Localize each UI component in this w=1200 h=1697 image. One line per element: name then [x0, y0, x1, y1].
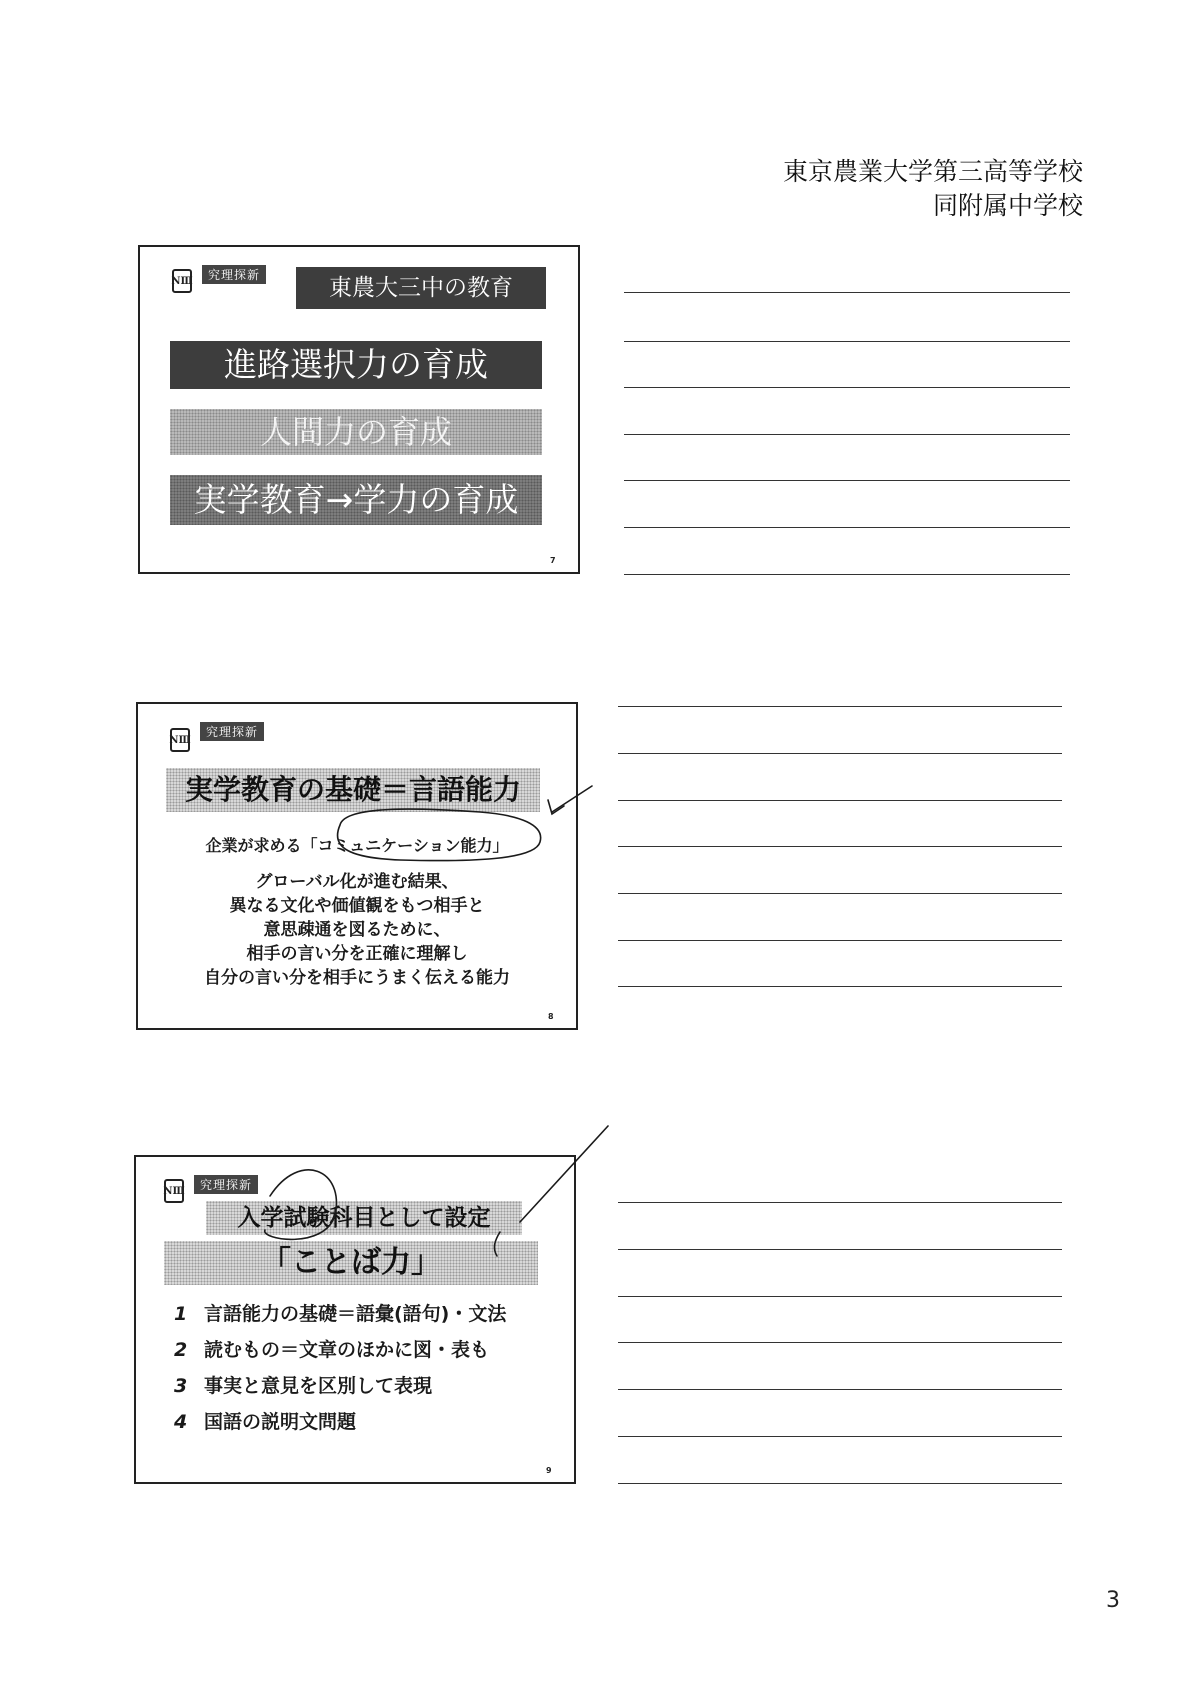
- slide-title: 入学試験科目として設定: [206, 1201, 522, 1235]
- note-line: [618, 1389, 1062, 1390]
- list-item: [174, 1335, 489, 1362]
- list-item-number: 4: [174, 1411, 188, 1433]
- body-line: 異なる文化や価値観をもつ相手と: [229, 896, 485, 916]
- list-item-number: 3: [174, 1375, 188, 1397]
- school-header: [783, 155, 1083, 223]
- note-line: [624, 527, 1070, 528]
- body-line: 自分の言い分を相手にうまく伝える能力: [204, 968, 510, 988]
- slide-8: [136, 702, 578, 1030]
- banner-human-skills: 人間力の育成: [170, 409, 542, 455]
- slide-title: 実学教育の基礎＝言語能力: [166, 768, 540, 812]
- note-line: [618, 1202, 1062, 1203]
- note-line: [618, 986, 1062, 987]
- body-line: グローバル化が進む結果、: [255, 872, 459, 892]
- page-number: 3: [1106, 1588, 1120, 1613]
- body-line: 意思疎通を図るために、: [263, 920, 451, 940]
- list-item: [174, 1371, 432, 1398]
- note-line: [618, 1342, 1062, 1343]
- school-name: 東京農業大学第三高等学校: [782, 157, 1083, 186]
- note-line: [618, 893, 1062, 894]
- list-item-text: 事実と意見を区別して表現: [204, 1375, 433, 1397]
- note-line: [618, 753, 1062, 754]
- slide-title: 東農大三中の教育: [296, 267, 546, 309]
- slide-number: 8: [548, 1012, 554, 1021]
- slide-subtitle: 企業が求める「コミュニケーション能力」: [205, 836, 509, 855]
- note-line: [624, 292, 1070, 293]
- school-subname: 同附属中学校: [932, 191, 1083, 220]
- note-line: [618, 800, 1062, 801]
- note-line: [618, 706, 1062, 707]
- list-item-number: 1: [174, 1303, 188, 1325]
- note-line: [618, 1483, 1062, 1484]
- list-item: [174, 1299, 506, 1326]
- list-item: [174, 1407, 356, 1434]
- school-logo-icon: NⅢ: [170, 728, 190, 752]
- banner-career-choice: 進路選択力の育成: [170, 341, 542, 389]
- note-line: [618, 940, 1062, 941]
- list-item-text: 読むもの＝文章のほかに図・表も: [204, 1339, 490, 1361]
- slide-7: [138, 245, 580, 574]
- note-line: [618, 1436, 1062, 1437]
- slide-subtitle: 「ことば力」: [164, 1241, 538, 1285]
- banner-practical-education: 実学教育→学力の育成: [170, 475, 542, 525]
- list-item-number: 2: [174, 1339, 188, 1361]
- note-line: [624, 387, 1070, 388]
- list-item-text: 国語の説明文問題: [204, 1411, 357, 1433]
- note-line: [618, 1296, 1062, 1297]
- slide-9: [134, 1155, 576, 1484]
- motto-label: 究理探新: [194, 1175, 258, 1194]
- slide-number: 9: [546, 1466, 552, 1475]
- slide-number: 7: [550, 556, 556, 565]
- note-line: [618, 1249, 1062, 1250]
- school-logo-icon: NⅢ: [172, 269, 192, 293]
- motto-label: 究理探新: [200, 722, 264, 741]
- note-line: [618, 846, 1062, 847]
- motto-label: 究理探新: [202, 265, 266, 284]
- note-line: [624, 341, 1070, 342]
- note-line: [624, 434, 1070, 435]
- body-line: 相手の言い分を正確に理解し: [246, 944, 468, 964]
- school-logo-icon: NⅢ: [164, 1179, 184, 1203]
- list-item-text: 言語能力の基礎＝語彙(語句)・文法: [204, 1303, 507, 1325]
- note-line: [624, 480, 1070, 481]
- note-line: [624, 574, 1070, 575]
